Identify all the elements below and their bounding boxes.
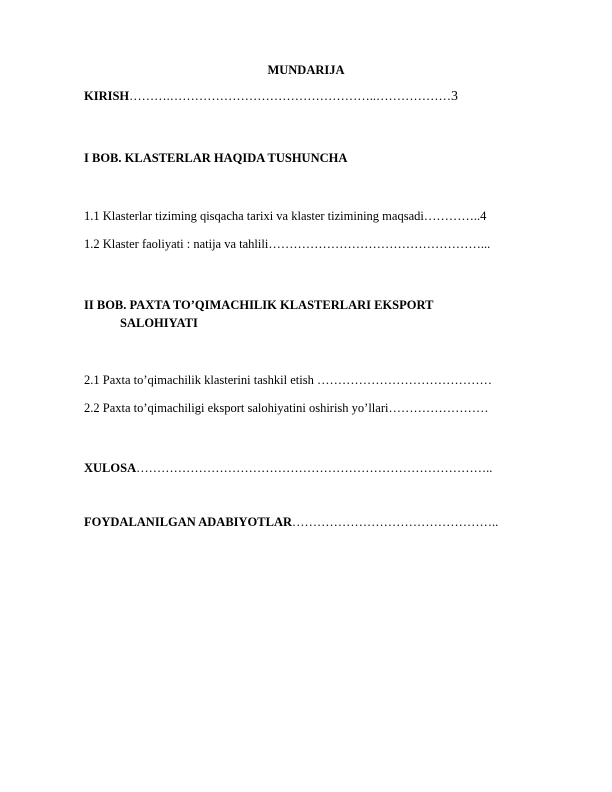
toc-leader-dots: ……….…………………………………………..……………… bbox=[129, 89, 452, 103]
toc-entry-label: FOYDALANILGAN ADABIYOTLAR bbox=[84, 515, 293, 529]
toc-entry-xulosa bbox=[84, 460, 492, 476]
toc-entry-2-1: 2.1 Paxta to’qimachilik klasterini tashkil etish …………………………………… bbox=[84, 373, 492, 387]
toc-entry-label: XULOSA bbox=[84, 461, 137, 475]
toc-entry-kirish bbox=[84, 88, 458, 105]
toc-leader-dots: ………………………………………………………………………….. bbox=[136, 461, 493, 475]
chapter-heading-2-continued: SALOHIYATI bbox=[120, 316, 198, 330]
toc-entry-1-2: 1.2 Klaster faoliyati : natija va tahlili……………………………………………... bbox=[84, 237, 491, 251]
toc-leader-dots: ………………………………………….. bbox=[292, 515, 499, 529]
toc-entry-1-1: 1.1 Klasterlar tiziming qisqacha tarixi va klaster tizimining maqsadi…………..4 bbox=[84, 209, 487, 223]
toc-entry-foydalanilgan-adabiyotlar bbox=[84, 514, 498, 530]
chapter-heading-1: I BOB. KLASTERLAR HAQIDA TUSHUNCHA bbox=[84, 151, 348, 165]
toc-entry-2-2: 2.2 Paxta to’qimachiligi eksport salohiyatini oshirish yo’llari…………………… bbox=[84, 401, 489, 415]
toc-page-number: 3 bbox=[451, 89, 459, 104]
chapter-heading-2: II BOB. PAXTA TO’QIMACHILIK KLASTERLARI EKSPORT bbox=[84, 298, 434, 312]
toc-title: MUNDARIJA bbox=[267, 63, 345, 77]
toc-entry-label: KIRISH bbox=[84, 89, 130, 103]
